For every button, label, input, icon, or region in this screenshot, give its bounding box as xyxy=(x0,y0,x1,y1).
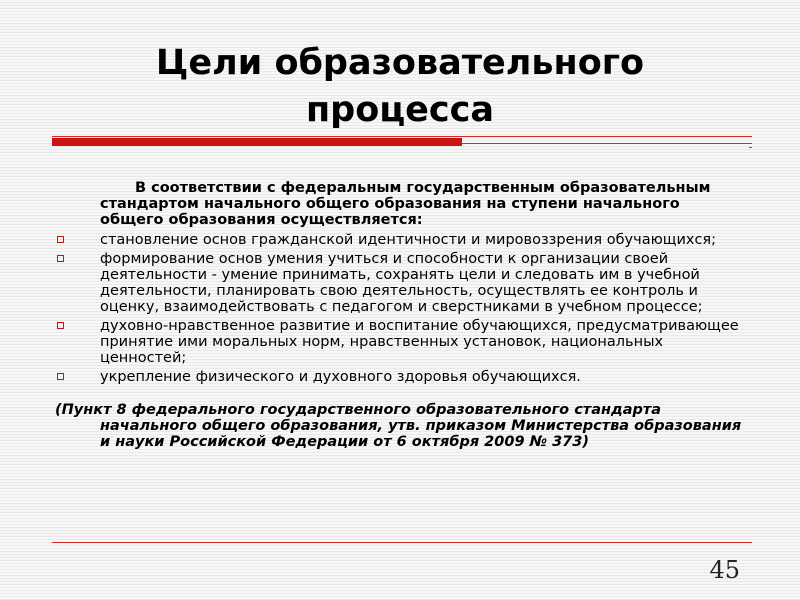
list-item-text: укрепление физического и духовного здоровья обучающихся. xyxy=(100,369,581,385)
hollow-square-bullet-icon xyxy=(57,373,64,380)
title-divider-thin-right xyxy=(462,143,752,144)
title-divider-thin xyxy=(52,136,752,137)
goals-list xyxy=(55,232,745,385)
intro-paragraph: В соответствии с федеральным государственным образовательным стандартом начального общего образования на ступени начального общего образования осуществляется: xyxy=(100,180,711,228)
list-item xyxy=(55,251,745,315)
title-divider-thick xyxy=(52,138,462,146)
list-item xyxy=(55,369,745,385)
hollow-square-bullet-icon xyxy=(57,322,64,329)
footer-divider xyxy=(52,542,752,543)
list-item xyxy=(55,318,745,366)
hollow-square-bullet-icon xyxy=(57,255,64,262)
citation: (Пункт 8 федерального государственного образовательного стандарта начального общего образования, утв. приказом Министерства образования и науки Российской Федерации от 6 октября 2009 № 373) xyxy=(55,402,742,450)
title-divider-end-mark xyxy=(749,147,752,148)
list-item-text: духовно-нравственное развитие и воспитание обучающихся, предусматривающее принятие ими моральных норм, нравственных установок, национальных ценностей; xyxy=(100,318,739,366)
page-number: 45 xyxy=(709,556,740,584)
list-item-text: формирование основ умения учиться и способности к организации своей деятельности - умение принимать, сохранять цели и следовать им в учебной деятельности, планировать свою деятельность, осуществлять ее контроль и оценку, взаимодействовать с педагогом и сверстниками в учебном процессе; xyxy=(100,251,703,315)
list-item xyxy=(55,232,745,248)
hollow-square-bullet-icon xyxy=(57,236,64,243)
slide-body xyxy=(55,180,745,450)
list-item-text: становление основ гражданской идентичности и мировоззрения обучающихся; xyxy=(100,232,717,248)
slide-title: Цели образовательного процесса xyxy=(155,43,645,130)
